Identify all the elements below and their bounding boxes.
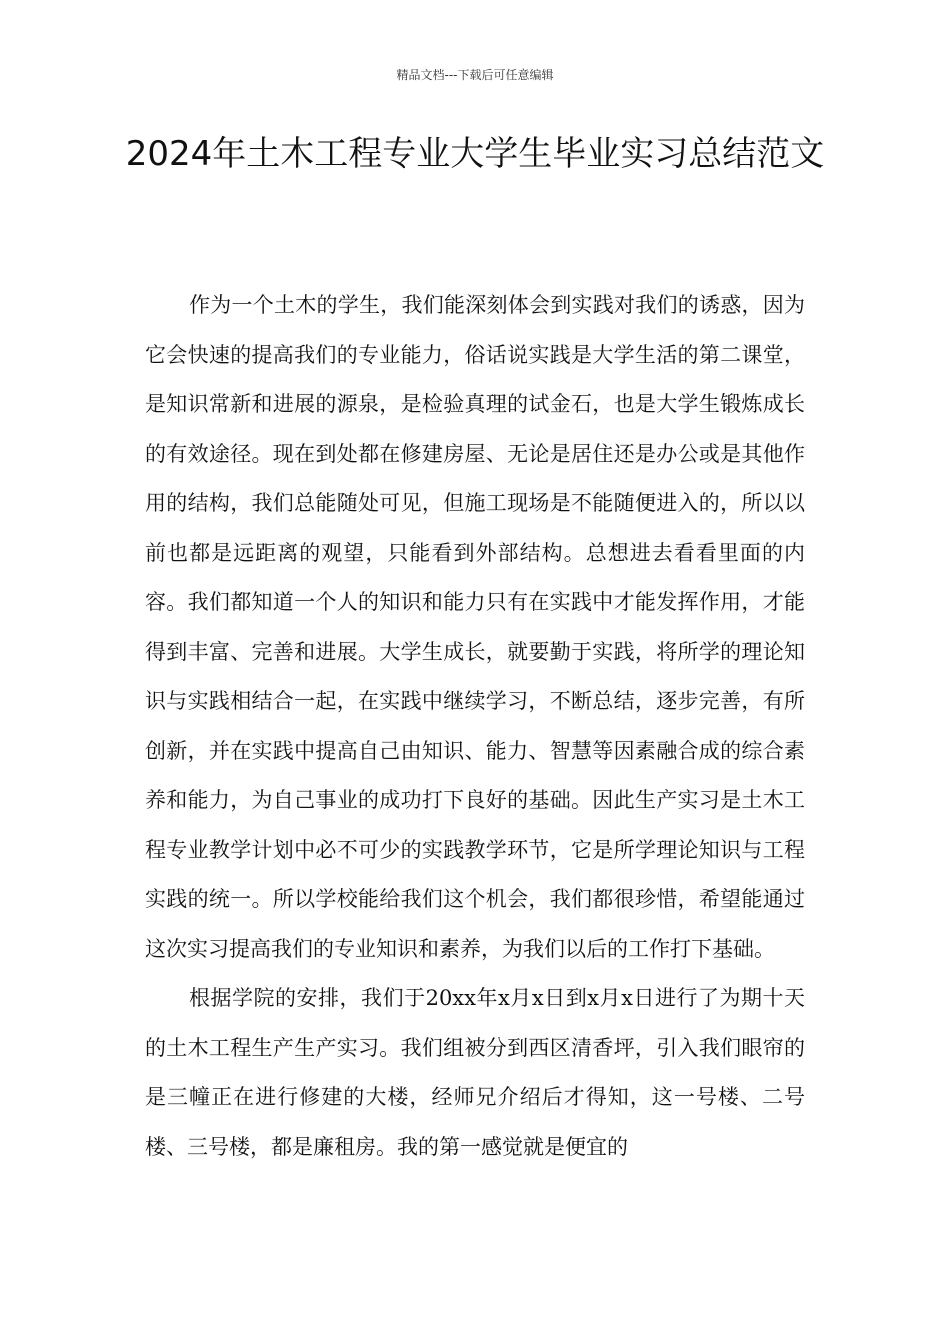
paragraph-2: 根据学院的安排，我们于20xx年x月x日到x月x日进行了为期十天的土木工程生产生产实习。我们组被分到西区清香坪，引入我们眼帘的是三幢正在进行修建的大楼，经师兄介绍后才得知，这一号楼、二号楼、三号楼，都是廉租房。我的第一感觉就是便宜的 (145, 986, 805, 1159)
paragraph-1: 作为一个土木的学生，我们能深刻体会到实践对我们的诱惑，因为它会快速的提高我们的专业能力，俗话说实践是大学生活的第二课堂，是知识常新和进展的源泉，是检验真理的试金石，也是大学生锻炼成长的有效途径。现在到处都在修建房屋、无论是居住还是办公或是其他作用的结构，我们总能随处可见，但施工现场是不能随便进入的，所以以前也都是远距离的观望，只能看到外部结构。总想进去看看里面的内容。我们都知道一个人的知识和能力只有在实践中才能发挥作用，才能得到丰富、完善和进展。大学生成长，就要勤于实践，将所学的理论知识与实践相结合一起，在实践中继续学习，不断总结，逐步完善，有所创新，并在实践中提高自己由知识、能力、智慧等因素融合成的综合素养和能力，为自己事业的成功打下良好的基础。因此生产实习是土木工程专业教学计划中必不可少的实践教学环节，它是所学理论知识与工程实践的统一。所以学校能给我们这个机会，我们都很珍惜，希望能通过这次实习提高我们的专业知识和素养，为我们以后的工作打下基础。 (145, 293, 805, 961)
document-body (145, 281, 805, 1172)
header-note: 精品文档---下载后可任意编辑 (396, 68, 554, 82)
document-title: 2024年土木工程专业大学生毕业实习总结范文 (125, 134, 825, 174)
